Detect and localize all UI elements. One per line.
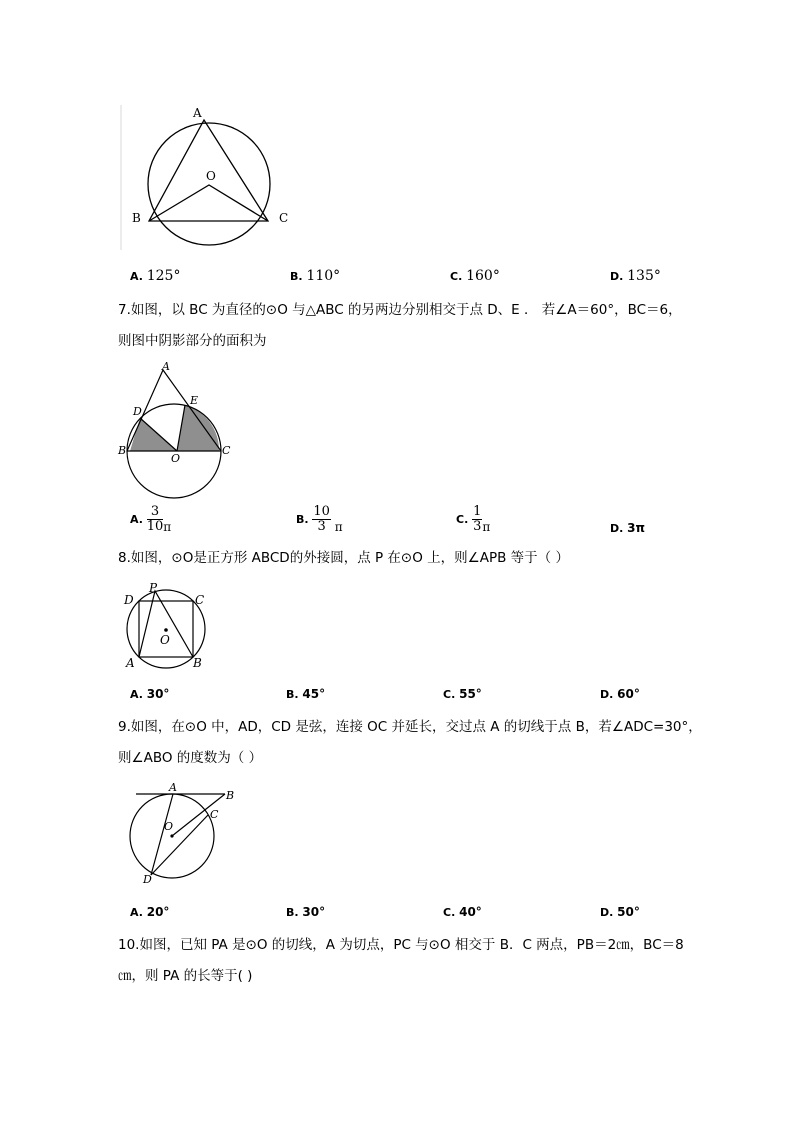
q6-option-d[interactable] — [610, 268, 661, 284]
option-letter: A. — [130, 270, 143, 283]
option-value: 45° — [302, 687, 326, 701]
q8-label-p: P — [149, 581, 158, 595]
fraction-numerator: 3 — [147, 505, 164, 520]
option-letter: B. — [290, 270, 303, 283]
q9-label-b: B — [226, 789, 235, 802]
q7-label-d: D — [133, 405, 142, 418]
q8-center-dot — [164, 628, 168, 632]
option-letter: A. — [130, 513, 143, 526]
option-letter: D. — [600, 906, 614, 919]
option-letter: C. — [456, 513, 469, 526]
fraction — [147, 505, 164, 534]
q9-option-c[interactable] — [443, 905, 482, 919]
q6-option-a[interactable] — [130, 268, 180, 284]
q6-option-b[interactable] — [290, 268, 340, 284]
option-value: 20° — [146, 905, 170, 919]
q6-option-c[interactable] — [450, 268, 500, 284]
q8-figure — [118, 576, 213, 674]
fraction-denominator: 10 — [146, 519, 164, 534]
q7-label-c: C — [222, 444, 231, 457]
option-value: 160° — [466, 268, 500, 284]
q7-label-a: A — [162, 360, 170, 373]
q6-figure — [115, 100, 305, 255]
q7-options — [130, 505, 670, 541]
fraction — [312, 505, 331, 534]
option-letter: B. — [286, 688, 299, 701]
option-value: 60° — [617, 687, 640, 701]
option-letter: D. — [610, 270, 624, 283]
option-value: 55° — [459, 687, 482, 701]
q9-options — [130, 905, 670, 927]
option-letter: B. — [296, 513, 309, 526]
option-value: 135° — [627, 268, 661, 284]
q9-stem-line2: 则∠ABO 的度数为（ ） — [118, 750, 263, 766]
q8-options — [130, 687, 670, 709]
option-value: 125° — [146, 268, 181, 284]
option-value: 50° — [617, 905, 640, 919]
q6-central-angle — [149, 185, 268, 221]
q8-label-d: D — [124, 593, 134, 607]
option-letter: D. — [600, 688, 614, 701]
q8-option-c[interactable] — [443, 687, 482, 701]
q6-circle — [148, 123, 270, 245]
option-letter: C. — [450, 270, 463, 283]
q8-label-o: O — [160, 633, 170, 647]
q7-stem-line1: 7.如图，以 BC 为直径的⊙O 与△ABC 的另两边分别相交于点 D、E ． 若∠A＝60°，BC＝6， — [118, 302, 682, 318]
q7-option-b[interactable] — [296, 505, 343, 534]
q10-stem-line1: 10.如图，已知 PA 是⊙O 的切线，A 为切点，PC 与⊙O 相交于 B．C 两点，PB＝2㎝，BC＝8 — [118, 937, 684, 953]
q8-option-d[interactable] — [600, 687, 640, 701]
q9-label-o: O — [164, 820, 174, 833]
fraction-denominator: 3 — [317, 519, 326, 534]
q7-label-o: O — [171, 452, 181, 465]
q8-label-b: B — [193, 656, 202, 670]
q7-figure — [115, 360, 240, 500]
q8-option-a[interactable] — [130, 687, 169, 701]
q7-option-c[interactable] — [456, 505, 490, 534]
q10-stem-line2: ㎝，则 PA 的长等于( ) — [118, 968, 253, 984]
option-value: 3π — [627, 521, 645, 535]
option-value: 110° — [306, 268, 341, 284]
option-letter: A. — [130, 688, 143, 701]
q8-label-c: C — [195, 593, 205, 607]
q7-label-e: E — [190, 394, 199, 407]
option-letter: C. — [443, 906, 456, 919]
q9-option-a[interactable] — [130, 905, 169, 919]
pi-symbol: π — [163, 520, 172, 534]
q9-figure — [120, 780, 245, 890]
q6-label-b: B — [132, 211, 141, 225]
q9-stem-line1: 9.如图，在⊙O 中，AD，CD 是弦，连接 OC 并延长，交过点 A 的切线于点 B，若∠ADC=30°， — [118, 719, 702, 735]
q9-label-d: D — [143, 873, 152, 886]
q7-option-d[interactable] — [610, 521, 645, 535]
option-letter: B. — [286, 906, 299, 919]
option-letter: C. — [443, 688, 456, 701]
q9-option-d[interactable] — [600, 905, 640, 919]
pi-symbol: π — [482, 520, 491, 534]
fraction — [472, 505, 482, 534]
q7-option-a[interactable] — [130, 505, 171, 534]
fraction-numerator: 10 — [313, 504, 330, 519]
pi-symbol: π — [334, 520, 343, 534]
option-value: 40° — [459, 905, 482, 919]
q7-label-b: B — [118, 444, 127, 457]
q9-center-dot — [170, 834, 173, 837]
q8-label-a: A — [126, 656, 135, 670]
fraction-denominator: 3 — [473, 519, 482, 534]
q7-stem-line2: 则图中阴影部分的面积为 — [118, 333, 267, 349]
q6-label-o: O — [206, 169, 216, 183]
option-value: 30° — [302, 905, 326, 919]
fraction-numerator: 1 — [473, 504, 482, 519]
q6-label-c: C — [279, 211, 289, 225]
option-letter: D. — [610, 522, 624, 535]
q6-options — [130, 268, 670, 290]
q8-stem-line1: 8.如图，⊙O是正方形 ABCD的外接圆，点 P 在⊙O 上，则∠APB 等于（ ） — [118, 550, 569, 566]
option-value: 30° — [146, 687, 170, 701]
q9-option-b[interactable] — [286, 905, 325, 919]
q7-shaded-region — [130, 405, 219, 451]
q9-label-c: C — [210, 808, 219, 821]
q6-label-a: A — [193, 106, 202, 120]
q9-label-a: A — [169, 781, 177, 794]
option-letter: A. — [130, 906, 143, 919]
q8-option-b[interactable] — [286, 687, 325, 701]
